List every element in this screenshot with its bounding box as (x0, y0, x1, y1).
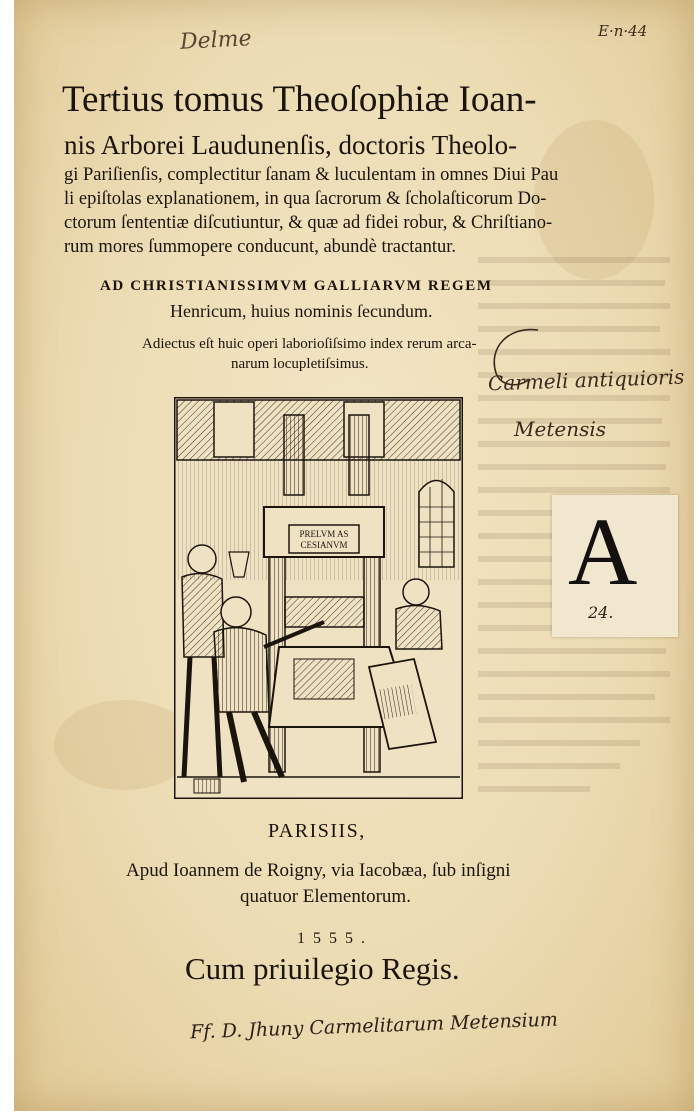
publisher-line-2: quatuor Elementorum. (240, 886, 411, 907)
banner-line-1: PRELVM AS (299, 529, 349, 539)
imprint-city: PARISIIS, (268, 820, 366, 842)
title-line-3: gi Pariſienſis, complectitur ſanam & luculentam in omnes Diui Pau (64, 165, 559, 185)
paper-stain (54, 700, 194, 790)
title-line-6: rum mores ſummopere conducunt, abundè tractantur. (64, 237, 456, 257)
top-handwritten-inscription: Delme (179, 26, 253, 55)
addendum-line-2: narum locupletiſsimus. (231, 356, 369, 372)
label-letter: A (568, 498, 638, 605)
title-line-2: nis Arborei Laudunenſis, doctoris Theolo- (64, 130, 518, 160)
royal-privilege: Cum priuilegio Regis. (185, 951, 460, 986)
addendum-line-1: Adiectus eſt huic operi laborioſiſsimo index rerum arca- (142, 336, 477, 352)
imprint-year: 1555. (297, 930, 373, 947)
bottom-handwritten-inscription: Ff. D. Jhuny Carmelitarum Metensium (189, 1008, 559, 1044)
label-number: 24. (588, 603, 614, 622)
provenance-line-1: Carmeli antiquioris (487, 364, 685, 396)
banner-line-2: CESIANVM (300, 540, 348, 550)
shelfmark-annotation: E·n·44 (598, 22, 648, 40)
dedication-line-1: AD CHRISTIANISSIMVM GALLIARVM REGEM (100, 278, 493, 294)
printing-press-woodcut (174, 397, 463, 799)
dedication-line-2: Henricum, huius nominis ſecundum. (170, 301, 433, 321)
publisher-line-1: Apud Ioannem de Roigny, via Iacobæa, ſub inſigni (126, 860, 511, 881)
title-line-1: Tertius tomus Theoſophiæ Ioan- (62, 79, 537, 120)
title-line-5: ctorum ſententiæ diſcutiuntur, & quæ ad fidei robur, & Chriſtiano- (64, 213, 553, 233)
provenance-line-2: Metensis (514, 417, 606, 441)
title-line-4: li epiſtolas explanationem, in qua ſacrorum & ſcholaſticorum Do- (64, 189, 547, 209)
